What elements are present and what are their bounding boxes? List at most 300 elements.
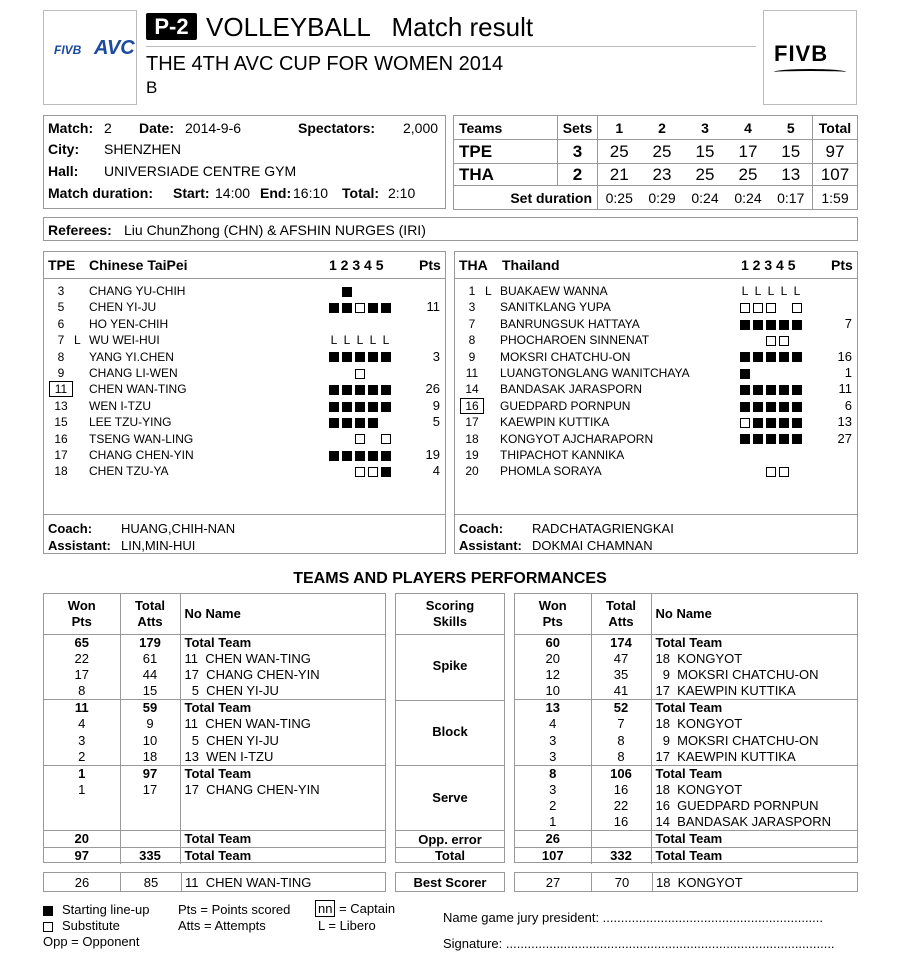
left-logo-box [43, 10, 137, 105]
won-points: 2 [515, 798, 591, 814]
set-participation [329, 414, 394, 430]
empty-set-slot [342, 467, 352, 477]
starting-square-icon [342, 385, 352, 395]
empty-set-slot [329, 287, 339, 297]
total-attempts [591, 831, 651, 848]
set-participation [329, 431, 394, 447]
won-points: 17 [44, 667, 120, 683]
player-points: 6 [844, 397, 852, 413]
starting-square-icon [766, 320, 776, 330]
best-scorer-label: Best Scorer [413, 875, 487, 890]
player-row [455, 365, 857, 381]
set1-header: 1 [598, 116, 641, 140]
player-name: Total Team [184, 848, 252, 864]
set-participation [740, 414, 805, 430]
score-table [453, 115, 858, 210]
empty-set-slot [368, 434, 378, 444]
empty-set-slot [740, 467, 750, 477]
player-name: GUEDPARD PORNPUN [500, 398, 631, 413]
performance-row [44, 848, 385, 865]
title-rule [146, 46, 756, 47]
empty-set-slot [779, 369, 789, 379]
divider [181, 873, 182, 891]
starting-square-icon [381, 402, 391, 412]
libero-set-marker: L [754, 284, 762, 298]
player-name: YANG YI.CHEN [89, 349, 174, 364]
player-row [455, 332, 857, 348]
starting-square-icon [381, 451, 391, 461]
starting-square-icon [792, 352, 802, 362]
player-name: BANDASAK JARASPORN [500, 382, 643, 397]
best-label-box [395, 872, 505, 892]
player-row [44, 414, 445, 430]
performance-row [44, 651, 385, 667]
won-points [44, 814, 120, 830]
substitute-square-icon [368, 467, 378, 477]
total-attempts: 47 [591, 651, 651, 667]
empty-set-slot [792, 336, 802, 346]
set-participation [740, 365, 805, 381]
player-name: 17 KAEWPIN KUTTIKA [651, 683, 857, 700]
best-a-box [43, 872, 386, 892]
empty-set-slot [766, 369, 776, 379]
legend-pts: Pts = Points scored [178, 902, 291, 917]
match-number: 2 [104, 120, 112, 136]
divider [44, 278, 445, 279]
team-b-assistant: DOKMAI CHAMNAN [532, 538, 653, 553]
player-points: 13 [837, 414, 852, 430]
empty-set-slot [329, 434, 339, 444]
set-participation [329, 349, 394, 365]
starting-square-icon [753, 402, 763, 412]
total-attempts: 22 [591, 798, 651, 814]
starting-square-icon [329, 303, 339, 313]
total-attempts [120, 798, 180, 814]
atts-header: Atts [137, 613, 163, 629]
player-row [455, 447, 857, 463]
starting-square-icon [753, 434, 763, 444]
starting-square-icon [355, 451, 365, 461]
empty-set-slot [342, 434, 352, 444]
won-points: 3 [44, 732, 120, 748]
player-number: 16 [460, 398, 484, 414]
player-name: 11 CHEN WAN-TING [184, 716, 311, 732]
empty-set-slot [753, 467, 763, 477]
total-attempts: 17 [120, 782, 180, 798]
empty-square-icon [43, 922, 53, 932]
starting-square-icon [779, 352, 789, 362]
total-attempts: 97 [120, 765, 180, 782]
starting-square-icon [753, 385, 763, 395]
team-b-code: THA [459, 257, 488, 273]
captain-box-icon: nn [315, 900, 335, 917]
player-row [455, 381, 857, 397]
player-name: 5 CHEN YI-JU [184, 732, 279, 748]
total-attempts: 9 [120, 716, 180, 732]
score-set: 25 [641, 140, 684, 164]
empty-set-slot [766, 451, 776, 461]
starting-square-icon [342, 402, 352, 412]
fivb-logo-swoosh [774, 69, 846, 75]
score-team: THA [454, 164, 558, 186]
starting-square-icon [779, 434, 789, 444]
team-b-roster [454, 251, 858, 554]
player-name: 13 WEN I-TZU [180, 749, 385, 766]
score-set: 17 [727, 140, 770, 164]
total-attempts: 8 [591, 732, 651, 748]
starting-square-icon [381, 385, 391, 395]
libero-marker: L [485, 284, 492, 298]
player-name: 9 MOKSRI CHATCHU-ON [655, 666, 819, 682]
player-number: 19 [465, 448, 479, 462]
starting-square-icon [753, 352, 763, 362]
won-pts-header [44, 594, 120, 634]
performance-row [515, 667, 857, 683]
empty-set-slot [381, 320, 391, 330]
player-number: 17 [465, 415, 479, 430]
team-a-roster [43, 251, 446, 554]
referees-names: Liu ChunZhong (CHN) & AFSHIN NURGES (IRI) [124, 222, 426, 238]
player-points: 27 [837, 430, 852, 446]
referees-label: Referees: [48, 222, 112, 238]
performance-row [515, 749, 857, 766]
player-number: 9 [468, 349, 476, 364]
performance-row [44, 667, 385, 683]
empty-set-slot [753, 369, 763, 379]
player-number: 7 [468, 316, 476, 331]
player-number: 9 [57, 366, 65, 380]
player-name: 17 CHANG CHEN-YIN [184, 666, 320, 682]
city-value: SHENZHEN [104, 141, 182, 157]
divider [396, 700, 504, 701]
player-row [44, 283, 445, 299]
starting-square-icon [740, 320, 750, 330]
player-name: BANRUNGSUK HATTAYA [500, 316, 640, 331]
empty-set-slot [779, 303, 789, 313]
starting-square-icon [355, 385, 365, 395]
total-header: Total [813, 116, 858, 140]
starting-square-icon [342, 287, 352, 297]
match-info-box [43, 115, 446, 209]
set-duration: 0:25 [598, 186, 641, 210]
won-points: 97 [44, 848, 120, 865]
starting-square-icon [779, 402, 789, 412]
best-b-pts: 27 [545, 875, 561, 890]
performance-row [515, 765, 857, 782]
set-participation [740, 398, 805, 414]
player-number: 20 [465, 464, 479, 479]
player-row [44, 381, 445, 397]
player-name: 11 CHEN WAN-TING [184, 650, 311, 666]
empty-set-slot [792, 369, 802, 379]
starting-square-icon [368, 385, 378, 395]
filled-square-icon [43, 906, 53, 916]
player-name [180, 814, 385, 830]
set-participation [740, 447, 805, 463]
player-number: 16 [54, 431, 68, 446]
starting-square-icon [342, 418, 352, 428]
fivb-small-logo: FIVB [54, 43, 82, 57]
player-points: 26 [425, 381, 440, 397]
skills-box [395, 593, 505, 863]
team-b-set-header: 1 2 3 4 5 [741, 257, 796, 273]
skill-block: Block [432, 724, 468, 739]
divider [396, 830, 504, 831]
score-row-tha [454, 164, 858, 186]
team-a-pts-header: Pts [419, 257, 441, 273]
player-row [44, 349, 445, 365]
substitute-square-icon [779, 336, 789, 346]
event-name: THE 4TH AVC CUP FOR WOMEN 2014 [146, 53, 504, 75]
page-title: VOLLEYBALL Match result [206, 12, 534, 42]
signature-line: Signature: ........................................................................................... [443, 936, 835, 951]
libero-set-marker: L [780, 284, 788, 298]
set-participation [329, 463, 394, 479]
starting-square-icon [792, 402, 802, 412]
empty-set-slot [381, 287, 391, 297]
total-attempts: 61 [120, 651, 180, 667]
libero-set-marker: L [369, 333, 377, 348]
legend-starting-label: Starting line-up [62, 902, 150, 917]
noname-header: No Name [180, 594, 385, 634]
match-label: Match: [48, 120, 94, 136]
score-sets: 2 [558, 164, 598, 186]
substitute-square-icon [355, 467, 365, 477]
total-attempts: 174 [591, 634, 651, 651]
player-points: 16 [837, 348, 852, 364]
total-attempts: 8 [591, 749, 651, 766]
won-points: 60 [515, 634, 591, 651]
performance-row [515, 831, 857, 848]
player-name: BUAKAEW WANNA [500, 284, 608, 298]
won-points: 11 [44, 700, 120, 717]
starting-square-icon [766, 434, 776, 444]
best-a-atts: 85 [143, 875, 159, 890]
player-name: Total Team [655, 700, 723, 716]
score-set: 13 [781, 164, 801, 184]
player-number: 8 [57, 349, 65, 364]
set-duration: 0:29 [641, 186, 684, 210]
set-duration: 0:24 [684, 186, 727, 210]
total-attempts: 106 [591, 765, 651, 782]
skill-total: Total [434, 848, 466, 863]
legend-opp: Opp = Opponent [43, 934, 140, 949]
team-a-assistant: LIN,MIN-HUI [121, 538, 196, 553]
player-name: Total Team [655, 848, 723, 864]
player-name: SANITKLANG YUPA [500, 300, 611, 315]
total-set-duration: 1:59 [813, 186, 858, 210]
libero-marker: L [74, 333, 81, 348]
match-date: 2014-9-6 [185, 120, 242, 136]
substitute-square-icon [355, 303, 365, 313]
player-row [44, 316, 445, 332]
player-name: 17 CHANG CHEN-YIN [184, 781, 320, 797]
empty-set-slot [740, 336, 750, 346]
starting-square-icon [766, 402, 776, 412]
player-number: 11 [465, 366, 479, 380]
set5-header: 5 [770, 116, 813, 140]
total-attempts [120, 814, 180, 830]
empty-set-slot [355, 287, 365, 297]
starting-square-icon [329, 451, 339, 461]
player-row [44, 463, 445, 479]
set-participation [740, 283, 805, 299]
player-name: 18 KONGYOT [655, 716, 743, 732]
won-header: Won [67, 597, 96, 613]
starting-square-icon [342, 451, 352, 461]
divider [396, 765, 504, 766]
starting-square-icon [792, 385, 802, 395]
won-points: 10 [515, 683, 591, 700]
player-row [455, 299, 857, 315]
best-b-box [514, 872, 858, 892]
starting-square-icon [766, 418, 776, 428]
fivb-logo: FIVB [774, 41, 829, 66]
starting-square-icon [381, 303, 391, 313]
won-points: 3 [515, 782, 591, 798]
total-duration: 2:10 [388, 185, 416, 201]
player-row [44, 299, 445, 315]
player-number: 6 [57, 316, 65, 331]
performance-row [515, 651, 857, 667]
jury-president-line: Name game jury president: ............................................................. [443, 910, 824, 925]
starting-square-icon [792, 418, 802, 428]
starting-square-icon [368, 303, 378, 313]
performance-row [515, 716, 857, 732]
performance-row [44, 765, 385, 782]
player-number: 17 [54, 448, 68, 462]
fivb-logo-box [763, 10, 857, 105]
score-set: 23 [652, 164, 672, 184]
player-name: 16 GUEDPARD PORNPUN [655, 798, 819, 814]
starting-square-icon [753, 418, 763, 428]
total-attempts: 59 [120, 700, 180, 717]
empty-set-slot [368, 287, 378, 297]
player-row [455, 316, 857, 332]
player-name: WU WEI-HUI [89, 333, 160, 348]
player-name: 18 KONGYOT [655, 650, 743, 666]
starting-square-icon [329, 418, 339, 428]
skills-header: Skills [433, 614, 467, 629]
won-points: 20 [44, 831, 120, 848]
total-header: Total [605, 597, 637, 613]
total-attempts: 18 [120, 749, 180, 766]
empty-set-slot [342, 320, 352, 330]
empty-set-slot [753, 336, 763, 346]
player-points: 4 [432, 463, 440, 479]
player-name [180, 798, 385, 814]
libero-set-marker: L [382, 333, 390, 348]
total-attempts: 10 [120, 732, 180, 748]
set-participation [329, 398, 394, 414]
starting-square-icon [355, 352, 365, 362]
player-name: CHANG LI-WEN [89, 366, 178, 380]
legend-atts: Atts = Attempts [178, 918, 266, 933]
player-row [44, 332, 445, 348]
team-a-set-header: 1 2 3 4 5 [329, 257, 384, 273]
starting-square-icon [355, 418, 365, 428]
sets-header: Sets [558, 116, 598, 140]
won-points: 26 [515, 831, 591, 848]
substitute-square-icon [779, 467, 789, 477]
player-number: 13 [54, 398, 68, 413]
player-name: Total Team [180, 831, 385, 848]
set-participation [329, 283, 394, 299]
player-number: 5 [57, 300, 65, 315]
coach-label: Coach: [48, 521, 93, 536]
starting-square-icon [368, 402, 378, 412]
best-b-atts: 70 [614, 875, 630, 890]
total-attempts: 44 [120, 667, 180, 683]
hall-value: UNIVERSIADE CENTRE GYM [104, 163, 297, 179]
performance-row [44, 814, 385, 830]
set-participation [740, 299, 805, 315]
score-set: 25 [738, 164, 758, 184]
starting-square-icon [329, 352, 339, 362]
won-pts-header [515, 594, 591, 634]
divider [44, 514, 445, 515]
libero-set-marker: L [767, 284, 775, 298]
won-points: 1 [515, 814, 591, 831]
total-attempts: 15 [120, 683, 180, 700]
player-number: 8 [468, 333, 476, 348]
divider [455, 278, 857, 279]
player-name: Total Team [651, 831, 857, 848]
player-row [44, 447, 445, 463]
player-name: CHANG YU-CHIH [89, 284, 186, 298]
player-row [455, 349, 857, 365]
start-label: Start: [173, 185, 210, 201]
won-points: 4 [44, 716, 120, 732]
starting-square-icon [355, 402, 365, 412]
starting-square-icon [766, 352, 776, 362]
empty-set-slot [368, 320, 378, 330]
libero-set-marker: L [793, 284, 801, 298]
legend-substitute [43, 918, 120, 933]
page-code-badge: P-2 [146, 13, 197, 40]
player-name: KAEWPIN KUTTIKA [500, 415, 610, 430]
set-duration-label: Set duration [454, 186, 598, 210]
player-name: Total Team [184, 700, 252, 716]
total-attempts: 35 [591, 667, 651, 683]
teams-header: Teams [454, 116, 558, 140]
player-points: 5 [432, 414, 440, 430]
starting-square-icon [779, 418, 789, 428]
starting-square-icon [779, 320, 789, 330]
divider [396, 634, 504, 635]
city-label: City: [48, 141, 80, 157]
referees-box [43, 217, 858, 241]
set-participation [329, 447, 394, 463]
starting-square-icon [779, 385, 789, 395]
starting-square-icon [740, 369, 750, 379]
player-name: LUANGTONGLANG WANITCHAYA [500, 366, 690, 380]
player-number: 1 [468, 284, 476, 298]
perf-a-box [43, 593, 386, 863]
won-points: 8 [44, 683, 120, 700]
atts-header: Atts [608, 613, 634, 629]
empty-set-slot [779, 451, 789, 461]
starting-square-icon [381, 352, 391, 362]
hall-label: Hall: [48, 163, 79, 179]
duration-label: Match duration: [48, 185, 153, 201]
won-points: 3 [515, 749, 591, 766]
total-attempts: 335 [120, 848, 180, 865]
total-label: Total: [342, 185, 380, 201]
pts-header: Pts [542, 613, 563, 629]
pts-header: Pts [71, 613, 92, 629]
perf-b-box [514, 593, 858, 863]
